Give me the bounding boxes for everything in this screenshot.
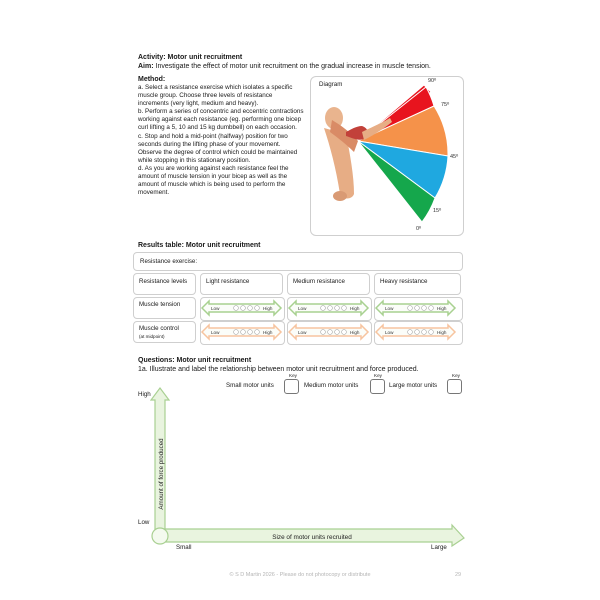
rating-dot [321,306,326,311]
row-label-control-text: Muscle control [139,325,179,332]
arm-angle-diagram [310,76,462,234]
question-1a: 1a. Illustrate and label the relationship between motor unit recruitment and force produced. [138,366,419,373]
rating-dot [248,330,253,335]
aim-text: Investigate the effect of motor unit recruitment on the gradual increase in muscle tension. [153,63,431,70]
rating-dot [234,306,239,311]
origin-marker [152,528,168,544]
rating-dot [415,306,420,311]
scale-tension-heavy[interactable] [374,299,457,317]
scale-control-heavy[interactable] [374,323,457,341]
rating-dot [255,330,260,335]
scale-low-label: Low [211,329,220,335]
rating-dot [241,306,246,311]
row-label-control-sub: (at midpoint) [139,333,165,339]
scale-high-label: High [263,329,273,335]
scale-low-label: Low [298,305,307,311]
rating-dot [255,306,260,311]
col-header-heavy [374,273,461,295]
scale-tension-medium[interactable] [287,299,370,317]
row-label-tension [133,297,196,319]
aim-label: Aim: [138,63,154,70]
angle-15-label: 15º [433,208,442,214]
key-medium-motor-units: Medium motor units [304,382,359,389]
angle-45-label: 45º [450,154,459,160]
scale-high-label: High [437,305,447,311]
scale-high-label: High [350,305,360,311]
scale-tension-light[interactable] [200,299,283,317]
key-label-small: Key [289,373,297,378]
method-heading: Method: [138,76,166,83]
rating-dot [335,306,340,311]
key-label-medium: Key [374,373,382,378]
scale-low-label: Low [298,329,307,335]
rating-dot [321,330,326,335]
rating-dot [422,306,427,311]
resistance-exercise-label: Resistance exercise: [140,258,198,265]
col-header-medium [287,273,370,295]
rating-dot [241,330,246,335]
rating-dot [429,306,434,311]
y-axis-low: Low [138,519,150,526]
aim-line [138,62,468,71]
activity-title: Activity: Motor unit recruitment [138,54,243,61]
rating-dot [328,330,333,335]
scale-high-label: High [437,329,447,335]
rating-dot [408,330,413,335]
rating-dot [342,306,347,311]
diagram-title: Diagram [319,81,343,88]
rating-dot [248,306,253,311]
y-axis-high: High [138,391,151,398]
row-label-control [133,321,196,343]
scale-low-label: Low [211,305,220,311]
levels-header [133,273,196,295]
col-header-light [200,273,283,295]
rating-dot [408,306,413,311]
rating-dot [234,330,239,335]
resistance-exercise-field[interactable] [133,252,463,271]
x-axis-large: Large [431,544,447,551]
scale-high-label: High [263,305,273,311]
scale-high-label: High [350,329,360,335]
scale-low-label: Low [385,329,394,335]
scale-control-medium[interactable] [287,323,370,341]
questions-heading: Questions: Motor unit recruitment [138,357,252,364]
scale-control-light[interactable] [200,323,283,341]
scale-low-label: Low [385,305,394,311]
x-axis-small: Small [176,544,192,551]
rating-dot [429,330,434,335]
angle-75-label: 75º [441,102,450,108]
x-axis-title: Size of motor units recruited [272,534,352,541]
rating-dot [415,330,420,335]
col-header-heavy-label: Heavy resistance [380,278,428,285]
results-heading: Results table: Motor unit recruitment [138,242,261,249]
row-label-tension-text: Muscle tension [139,301,181,308]
footer-copyright: © S D Martin 2026 - Please do not photocopy or distribute [229,572,371,578]
method-step-a: a. Select a resistance exercise which isolates a specific muscle group. Choose three levels of resistance increments (very light, medium and heavy). [138,84,293,108]
rating-dot [335,330,340,335]
y-axis-title: Amount of force produced [158,438,165,510]
method-step-c: c. Stop and hold a mid-point (halfway) position for two seconds during the lifting phase of your movement. Observe the degree of control which could be maintained while stopping in this stationary position. [138,132,298,164]
key-large-motor-units: Large motor units [389,382,438,389]
method-step-b: b. Perform a series of concentric and eccentric contractions working against each resistance (eg. performing one bicep curl lifting a 5, 10 and 15 kg dumbbell) on each occasion. [138,108,304,132]
col-header-light-label: Light resistance [206,278,250,285]
col-header-medium-label: Medium resistance [293,278,345,285]
rating-dot [342,330,347,335]
key-small-motor-units: Small motor units [226,382,274,389]
rating-dot [328,306,333,311]
rating-dot [422,330,427,335]
force-graph [150,386,468,550]
angle-0-label: 0º [416,226,422,232]
levels-header-label: Resistance levels [139,278,188,285]
method-step-d: d. As you are working against each resistance feel the amount of muscle tension in your bicep as well as the amount of muscle which is being used to perform the movement. [138,164,289,197]
key-label-large: Key [452,373,460,378]
angle-90-label: 90º [428,78,437,84]
page-number: 29 [455,572,462,578]
method-steps [138,84,304,197]
